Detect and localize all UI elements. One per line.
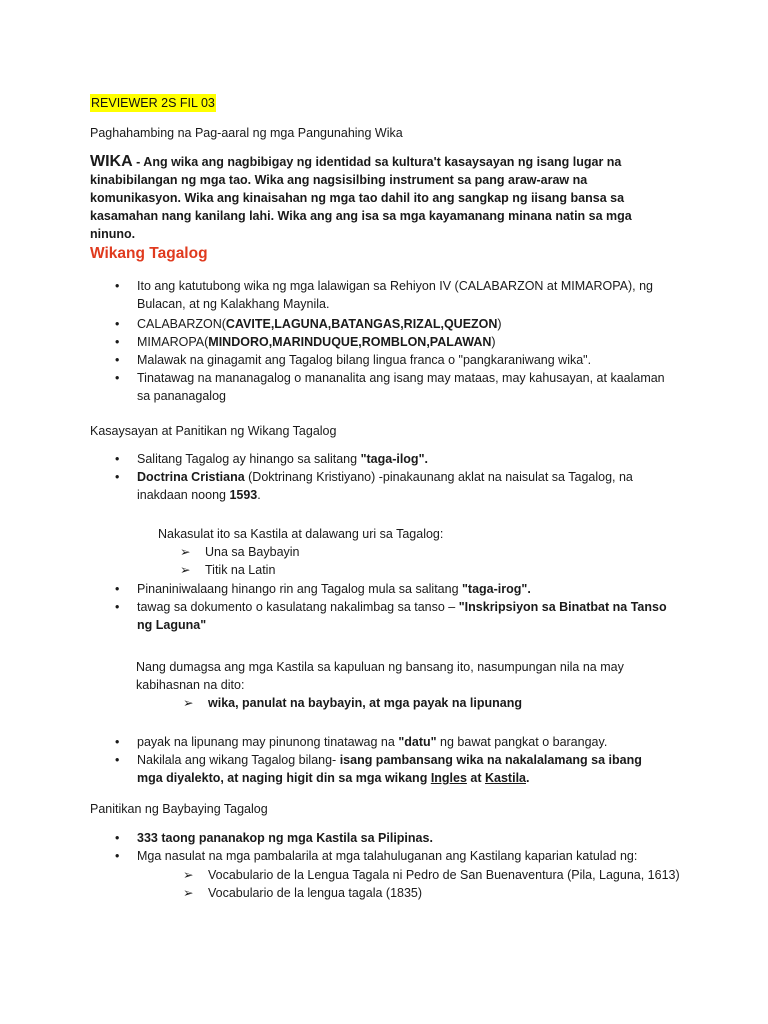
nang-dumagsa-paragraph: Nang dumagsa ang mga Kastila sa kapuluan ng bansang ito, nasumpungan nila na may kabihasnan na dito: bbox=[136, 660, 624, 692]
arrow-bullet-icon: ➢ bbox=[180, 563, 191, 577]
bullet-icon: • bbox=[115, 452, 120, 466]
document-subtitle: Paghahambing na Pag-aaral ng mga Pangunahing Wika bbox=[90, 126, 403, 140]
wikang-tagalog-list bbox=[90, 277, 670, 405]
wika-term: WIKA bbox=[90, 153, 133, 170]
nakasulat-paragraph: Nakasulat ito sa Kastila at dalawang uri sa Tagalog: bbox=[158, 527, 444, 541]
wikang-tagalog-heading: Wikang Tagalog bbox=[90, 245, 208, 262]
arrow-bullet-icon: ➢ bbox=[183, 886, 194, 900]
bullet-icon: • bbox=[115, 753, 120, 767]
list-item: • payak na lipunang may pinunong tinatawag na "datu" ng bawat pangkat o barangay. bbox=[115, 735, 608, 749]
panitikan-list bbox=[90, 829, 690, 865]
list-item: ➢ Titik na Latin bbox=[180, 563, 276, 577]
kasaysayan-heading: Kasaysayan at Panitikan ng Wikang Tagalog bbox=[90, 424, 337, 438]
wika-definition: - Ang wika ang nagbibigay ng identidad sa kultura't kasaysayan ng isang lugar na kinabibilangan ng mga tao. Wika ang nagsisilbing instrument sa pang araw-araw na komunikasyon. Wika ang kinaisahan ng mga tao dahil ito ang sangkap ng iisang bansa sa kasamahan nang kanilang lahi. Wika ang ang isa sa mga kayamanang minana natin sa mga ninuno. bbox=[90, 155, 632, 241]
nakasulat-list bbox=[180, 543, 580, 579]
list-item: ➢ Vocabulario de la lengua tagala (1835) bbox=[183, 886, 423, 900]
list-item: • 333 taong pananakop ng mga Kastila sa Pilipinas. bbox=[115, 831, 433, 845]
list-item: • CALABARZON(CAVITE,LAGUNA,BATANGAS,RIZAL,QUEZON) bbox=[115, 317, 502, 331]
list-item: ➢ Una sa Baybayin bbox=[180, 545, 300, 559]
list-item: • Mga nasulat na mga pambalarila at mga talahuluganan ang Kastilang kaparian katulad ng: bbox=[115, 849, 638, 863]
list-item: • Salitang Tagalog ay hinango sa salitang "taga-ilog". bbox=[115, 452, 428, 466]
wika-definition-paragraph bbox=[90, 153, 680, 243]
bullet-icon: • bbox=[115, 353, 120, 367]
arrow-bullet-icon: ➢ bbox=[183, 868, 194, 882]
list-item: • tawag sa dokumento o kasulatang nakalimbag sa tanso – "Inskripsiyon sa Binatbat na Tanso ng Laguna" bbox=[115, 600, 667, 632]
nang-dumagsa-list bbox=[183, 694, 583, 712]
bullet-icon: • bbox=[115, 317, 120, 331]
kasaysayan-list-3 bbox=[90, 733, 670, 787]
list-item: • Pinaniniwalaang hinango rin ang Tagalog mula sa salitang "taga-irog". bbox=[115, 582, 531, 596]
bullet-icon: • bbox=[115, 735, 120, 749]
panitikan-vocab-list bbox=[183, 866, 703, 902]
list-item: • MIMAROPA(MINDORO,MARINDUQUE,ROMBLON,PALAWAN) bbox=[115, 335, 496, 349]
list-item: ➢ Vocabulario de la Lengua Tagala ni Pedro de San Buenaventura (Pila, Laguna, 1613) bbox=[183, 868, 680, 882]
list-item: • Doctrina Cristiana (Doktrinang Kristiyano) -pinakaunang aklat na naisulat sa Tagalog, na inakdaan noong 1593. bbox=[115, 470, 633, 502]
list-item: • Tinatawag na mananagalog o mananalita ang isang may mataas, may kahusayan, at kaalaman sa pananagalog bbox=[115, 371, 665, 403]
list-item: • Ito ang katutubong wika ng mga lalawigan sa Rehiyon IV (CALABARZON at MIMAROPA), ng Bulacan, at ng Kalakhang Maynila. bbox=[115, 279, 653, 311]
list-item: • Nakilala ang wikang Tagalog bilang- isang pambansang wika na nakalalamang sa ibang mga diyalekto, at naging higit din sa mga wikang Ingles at Kastila. bbox=[115, 753, 642, 785]
kasaysayan-list-2 bbox=[90, 580, 670, 634]
bullet-icon: • bbox=[115, 600, 120, 614]
bullet-icon: • bbox=[115, 470, 120, 484]
bullet-icon: • bbox=[115, 849, 120, 863]
bullet-icon: • bbox=[115, 279, 120, 293]
list-item: • Malawak na ginagamit ang Tagalog bilang lingua franca o "pangkaraniwang wika". bbox=[115, 353, 592, 367]
kasaysayan-list-1 bbox=[90, 450, 670, 504]
bullet-icon: • bbox=[115, 582, 120, 596]
bullet-icon: • bbox=[115, 335, 120, 349]
reviewer-title: REVIEWER 2S FIL 03 bbox=[91, 96, 215, 110]
arrow-bullet-icon: ➢ bbox=[180, 545, 191, 559]
list-item: ➢ wika, panulat na baybayin, at mga payak na lipunang bbox=[183, 696, 522, 710]
arrow-bullet-icon: ➢ bbox=[183, 696, 194, 710]
bullet-icon: • bbox=[115, 371, 120, 385]
bullet-icon: • bbox=[115, 831, 120, 845]
panitikan-heading: Panitikan ng Baybaying Tagalog bbox=[90, 802, 268, 816]
